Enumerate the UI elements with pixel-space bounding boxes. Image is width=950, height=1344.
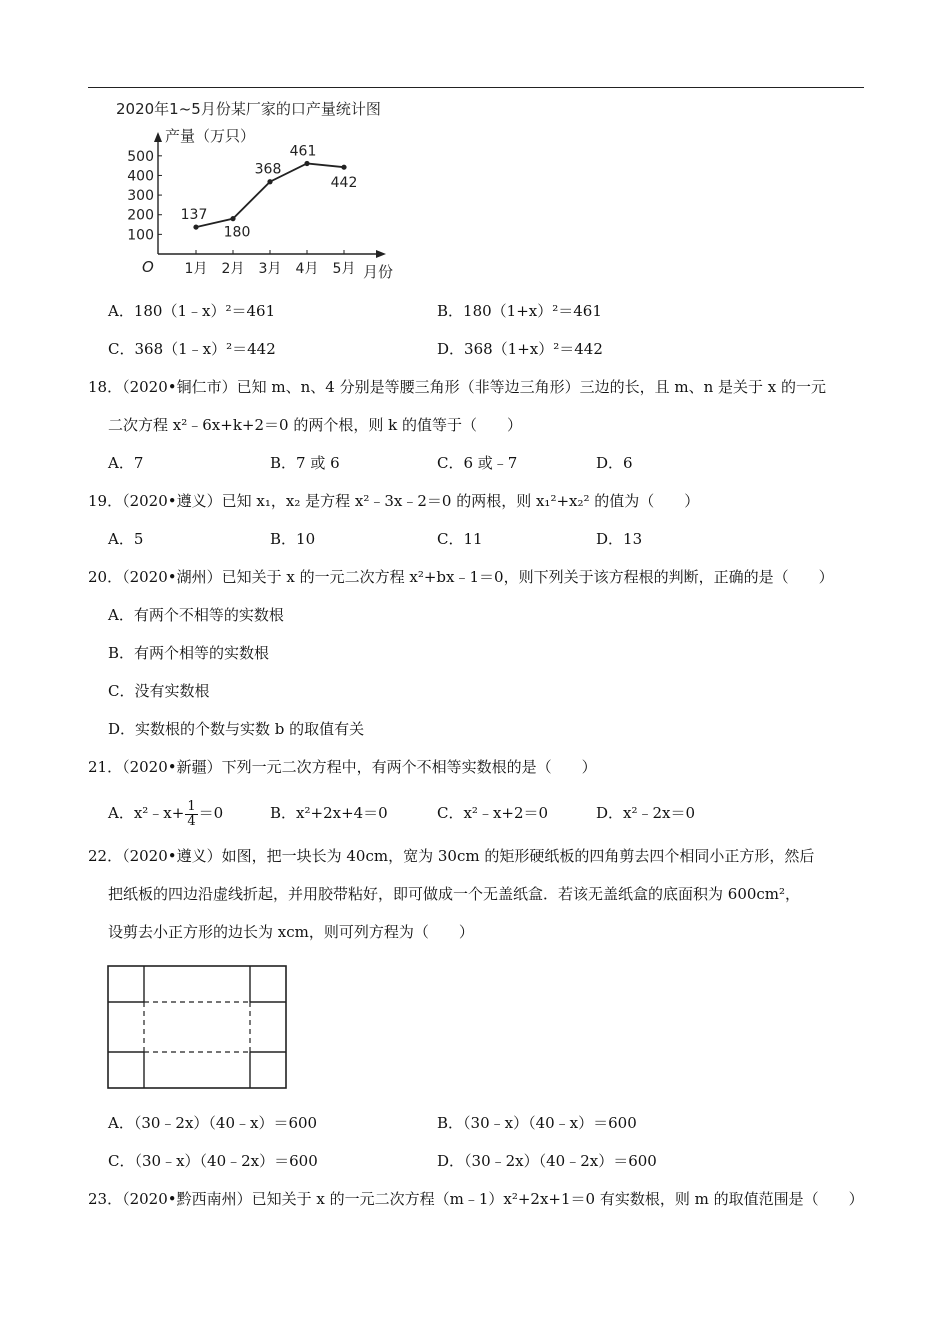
y-tick-label: 300 [127,188,154,205]
q21-option-b[interactable]: B．x²+2x+4＝0 [270,804,388,822]
x-axis-label: 月份 [363,263,394,281]
q20-option-d[interactable]: D．实数根的个数与实数 b 的取值有关 [108,720,365,738]
q20-option-c[interactable]: C．没有实数根 [108,682,210,700]
y-tick-label: 500 [127,148,154,165]
y-axis-arrow [154,132,162,142]
q18-option-a[interactable]: A．7 [108,454,144,472]
y-tick-label: 400 [127,168,154,185]
q22-option-a[interactable]: A．（30﹣2x）（40﹣x）＝600 [108,1114,318,1132]
q18-stem-line1: 18．（2020•铜仁市）已知 m、n、4 分别是等腰三角形（非等边三角形）三边的长，且 m、n 是关于 x 的一元 [88,378,827,396]
q17-option-c[interactable]: C．368（1﹣x）²＝442 [108,340,276,358]
q18-option-d[interactable]: D．6 [596,454,633,472]
x-tick-label: 5月 [332,261,356,277]
q17-option-a[interactable]: A．180（1﹣x）²＝461 [108,302,276,320]
q18-option-b[interactable]: B．7 或 6 [270,454,340,472]
production-line-chart [110,94,420,284]
data-label: 368 [254,161,282,178]
origin-label: O [142,258,154,276]
q20-option-b[interactable]: B．有两个相等的实数根 [108,644,270,662]
q19-option-a[interactable]: A．5 [108,530,144,548]
q21-stem: 21．（2020•新疆）下列一元二次方程中，有两个不相等实数根的是（ ） [88,758,597,776]
data-label: 461 [289,143,317,160]
data-point [230,216,235,221]
y-axis-label: 产量（万只） [165,127,256,145]
q19-stem: 19．（2020•遵义）已知 x₁，x₂ 是方程 x²﹣3x﹣2＝0 的两根，则 x₁²+x₂² 的值为（ ） [88,492,700,510]
q22-option-b[interactable]: B．（30﹣x）（40﹣x）＝600 [437,1114,637,1132]
q19-option-d[interactable]: D．13 [596,530,643,548]
q19-option-c[interactable]: C．11 [437,530,483,548]
data-label: 180 [223,224,251,241]
chart-axes [154,132,386,258]
fraction-one-quarter: $\frac{1}{4}$ [187,798,196,829]
q21-option-a[interactable]: A．x²﹣x+ $\frac{1}{4}$ ＝0 [108,798,224,829]
data-point [304,161,309,166]
data-labels [181,143,358,240]
q22-stem-line1: 22．（2020•遵义）如图，把一块长为 40cm，宽为 30cm 的矩形硬纸板的四角剪去四个相同小正方形，然后 [88,847,815,865]
header-rule [88,87,864,88]
x-tick-label: 4月 [295,261,319,277]
q20-option-a[interactable]: A．有两个不相等的实数根 [108,606,284,624]
data-point [341,165,346,170]
q21-option-d[interactable]: D．x²﹣2x＝0 [596,804,696,822]
q23-stem: 23．（2020•黔西南州）已知关于 x 的一元二次方程（m﹣1）x²+2x+1＝0 有实数根，则 m 的取值范围是（ ） [88,1190,864,1208]
data-point [267,179,272,184]
cardboard-diagram [106,964,290,1092]
x-tick-label: 2月 [221,261,245,277]
q18-option-c[interactable]: C．6 或﹣7 [437,454,518,472]
x-axis-arrow [376,250,386,258]
q19-option-b[interactable]: B．10 [270,530,316,548]
data-label: 442 [330,175,358,192]
q20-stem: 20．（2020•湖州）已知关于 x 的一元二次方程 x²+bx﹣1＝0，则下列关于该方程根的判断，正确的是（ ） [88,568,834,586]
q22-option-d[interactable]: D．（30﹣2x）（40﹣2x）＝600 [437,1152,657,1170]
q18-stem-line2: 二次方程 x²﹣6x+k+2＝0 的两个根，则 k 的值等于（ ） [108,416,522,434]
data-label: 137 [180,207,208,224]
x-tick-label: 3月 [258,261,282,277]
q17-option-b[interactable]: B．180（1+x）²＝461 [437,302,602,320]
y-tick-label: 100 [127,227,154,244]
q17-option-d[interactable]: D．368（1+x）²＝442 [437,340,603,358]
data-point [193,224,198,229]
q21-option-c[interactable]: C．x²﹣x+2＝0 [437,804,549,822]
x-tick-label: 1月 [184,261,208,277]
q22-stem-line2: 把纸板的四边沿虚线折起，并用胶带粘好，即可做成一个无盖纸盒．若该无盖纸盒的底面积为 600cm²， [108,885,801,903]
y-tick-label: 200 [127,207,154,224]
chart-title: 2020年1~5月份某厂家的口产量统计图 [116,100,381,118]
q22-stem-line3: 设剪去小正方形的边长为 xcm，则可列方程为（ ） [108,923,474,941]
q22-option-c[interactable]: C．（30﹣x）（40﹣2x）＝600 [108,1152,318,1170]
y-ticks [127,149,162,244]
